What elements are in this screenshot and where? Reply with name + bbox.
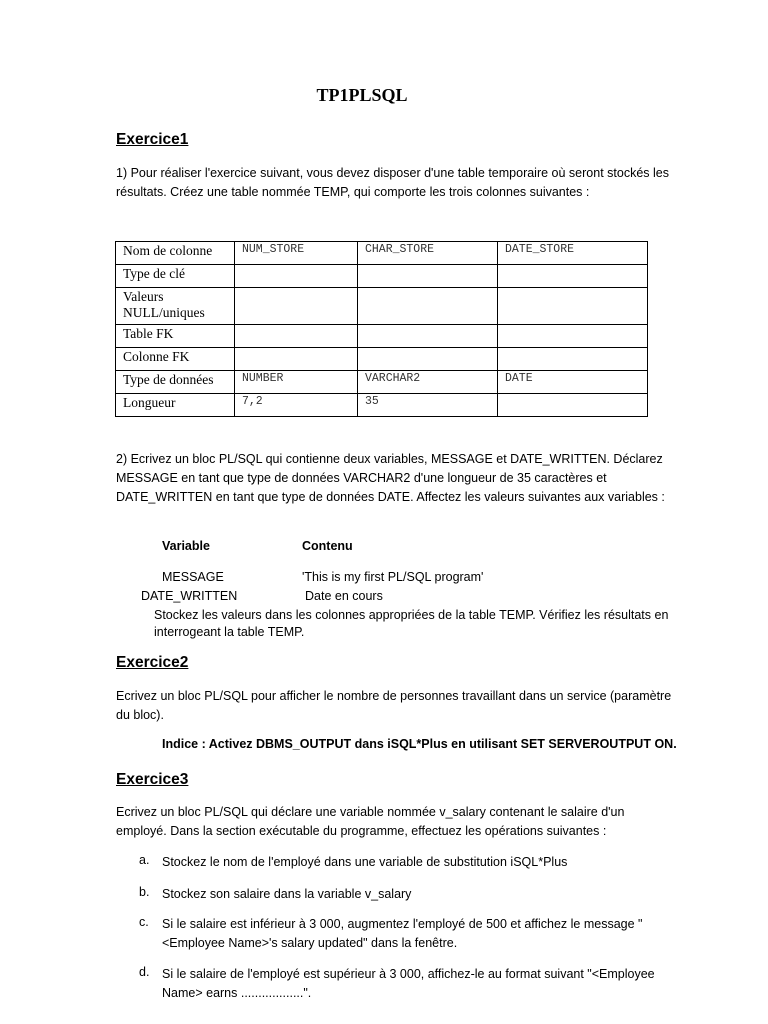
table-cell: Valeurs NULL/uniques (116, 288, 235, 325)
exercice2-heading: Exercice2 (116, 654, 189, 671)
exercice3-text: Ecrivez un bloc PL/SQL qui déclare une variable nommée v_salary contenant le salaire d'un employé. Dans la section exécutable du programme, effectuez les opérations suivantes : (116, 805, 625, 838)
table-cell: Colonne FK (116, 348, 235, 371)
list-item: Stockez son salaire dans la variable v_salary (162, 887, 412, 901)
table-cell (235, 288, 358, 325)
table-row (116, 265, 648, 288)
exercice1-part2: 2) Ecrivez un bloc PL/SQL qui contienne deux variables, MESSAGE et DATE_WRITTEN. Déclarez MESSAGE en tant que type de données VARCHAR2 d'une longueur de 35 caractères et DATE_WRITTEN en tant que type de données DATE. Affectez les valeurs suivantes aux variables : (116, 452, 665, 504)
table-row (116, 325, 648, 348)
list-item-letter: b. (139, 885, 150, 899)
table-cell (498, 265, 648, 288)
list-item: Stockez le nom de l'employé dans une variable de substitution iSQL*Plus (162, 855, 568, 869)
list-item-letter: a. (139, 853, 150, 867)
table-cell: CHAR_STORE (358, 242, 498, 265)
list-item-letter: d. (139, 965, 150, 979)
exercice2-hint: Indice : Activez DBMS_OUTPUT dans iSQL*Plus en utilisant SET SERVEROUTPUT ON. (162, 737, 677, 751)
table-cell (358, 288, 498, 325)
var-header-content: Contenu (302, 539, 353, 553)
table-cell (498, 325, 648, 348)
exercice1-intro: 1) Pour réaliser l'exercice suivant, vous devez disposer d'une table temporaire où seront stockés les résultats. Créez une table nommée TEMP, qui comporte les trois colonnes suivantes : (116, 166, 669, 199)
table-row (116, 371, 648, 394)
list-item: Si le salaire de l'employé est supérieur à 3 000, affichez-le au format suivant "<Employee Name> earns ..................". (162, 967, 655, 1000)
exercice2-text: Ecrivez un bloc PL/SQL pour afficher le nombre de personnes travaillant dans un service (paramètre du bloc). (116, 689, 672, 722)
table-cell (498, 288, 648, 325)
table-cell (498, 394, 648, 417)
table-cell (358, 265, 498, 288)
var-header-variable: Variable (162, 539, 210, 553)
page-title: TP1PLSQL (316, 85, 408, 105)
table-cell: 35 (358, 394, 498, 417)
table-cell: DATE_STORE (498, 242, 648, 265)
table-cell (235, 325, 358, 348)
table-cell (498, 348, 648, 371)
var-name: MESSAGE (162, 570, 224, 584)
var-name: DATE_WRITTEN (141, 589, 238, 603)
table-cell: NUM_STORE (235, 242, 358, 265)
table-cell: VARCHAR2 (358, 371, 498, 394)
table-row (116, 394, 648, 417)
var-value: Date en cours (305, 589, 383, 603)
store-note: Stockez les valeurs dans les colonnes appropriées de la table TEMP. Vérifiez les résultats en interrogeant la table TEMP. (154, 608, 669, 639)
temp-table-spec (115, 241, 648, 417)
table-cell (358, 325, 498, 348)
table-cell (235, 265, 358, 288)
exercice1-heading: Exercice1 (116, 131, 189, 148)
table-cell: Nom de colonne (116, 242, 235, 265)
table-cell: Type de clé (116, 265, 235, 288)
table-cell: Table FK (116, 325, 235, 348)
table-row (116, 242, 648, 265)
table-cell: DATE (498, 371, 648, 394)
table-cell: NUMBER (235, 371, 358, 394)
table-cell (235, 348, 358, 371)
table-cell (358, 348, 498, 371)
list-item: Si le salaire est inférieur à 3 000, augmentez l'employé de 500 et affichez le message "<Employee Name>'s salary updated" dans la fenêtre. (162, 917, 643, 950)
table-cell: Type de données (116, 371, 235, 394)
table-row (116, 348, 648, 371)
var-value: 'This is my first PL/SQL program' (302, 570, 484, 584)
list-item-letter: c. (139, 915, 149, 929)
table-cell: Longueur (116, 394, 235, 417)
exercice3-heading: Exercice3 (116, 771, 189, 788)
table-cell: 7,2 (235, 394, 358, 417)
table-row (116, 288, 648, 325)
